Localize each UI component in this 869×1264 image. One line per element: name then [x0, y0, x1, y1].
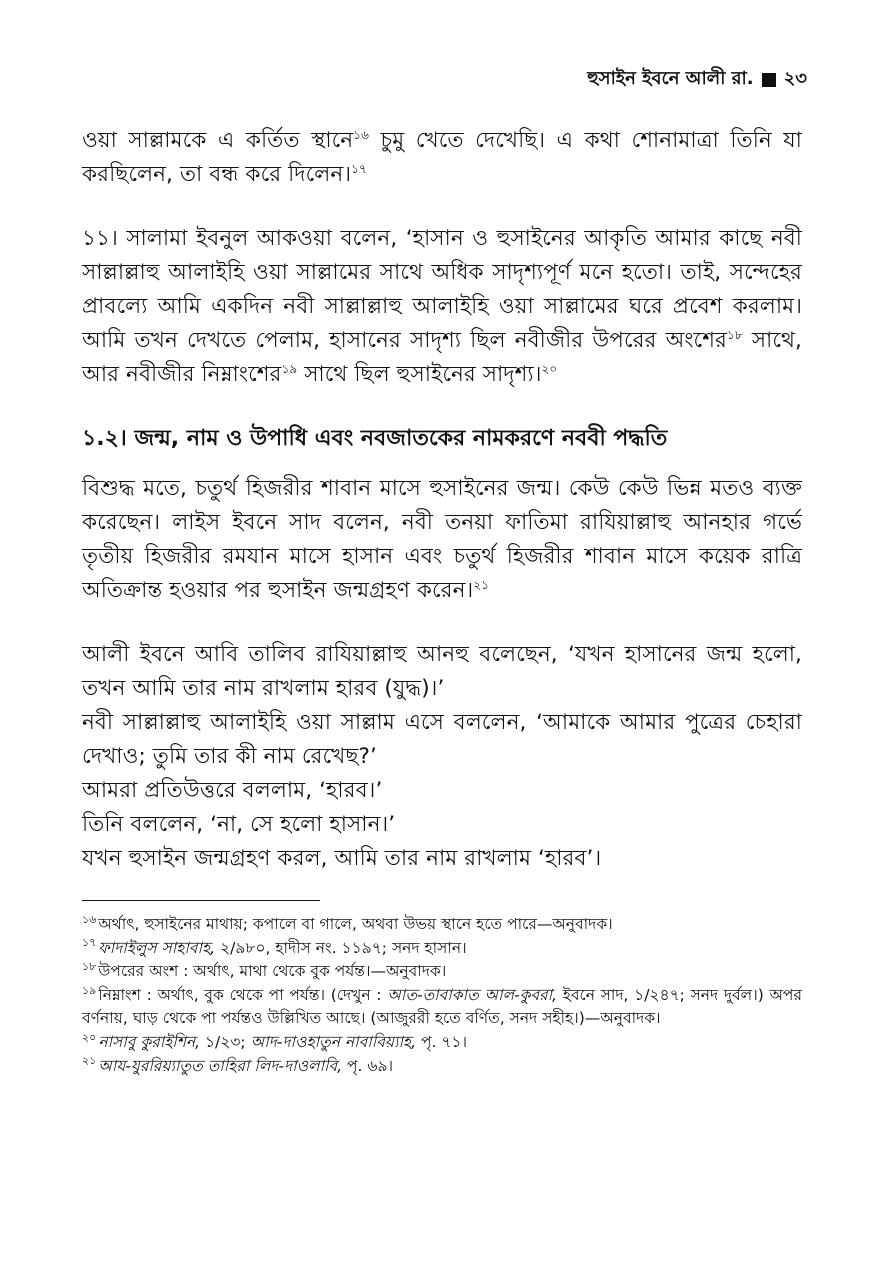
- book-title: আয-যুররিয়্যাতুত তাহিরা লিদ-দাওলাবি,: [98, 1056, 343, 1075]
- running-title: হুসাইন ইবনে আলী রা.: [587, 68, 754, 89]
- footnote-text: উপরের অংশ : অর্থাৎ, মাথা থেকে বুক পর্যন্ত।—অনুবাদক।: [98, 962, 447, 981]
- footnote-divider: [82, 900, 320, 901]
- footnote-ref-19: ১৯: [281, 361, 298, 376]
- text: সাথে ছিল হুসাইনের সাদৃশ্য।: [297, 362, 542, 387]
- text: বিশুদ্ধ মতে, চতুর্থ হিজরীর শাবান মাসে হুসাইনের জন্ম। কেউ কেউ ভিন্ন মতও ব্যক্ত করেছেন। লাইস ইবনে সাদ বলেন, নবী তনয়া ফাতিমা রাযিয়াল্লাহু আনহার গর্ভে তৃতীয় হিজরীর রমযান মাসে হাসান এবং চতুর্থ হিজরীর শাবান মাসে কয়েক রাত্রি অতিক্রান্ত হওয়ার পর হুসাইন জন্মগ্রহণ করেন।: [82, 476, 802, 603]
- footnote-16: [82, 913, 802, 937]
- paragraph-ali-line-3: আমরা প্রতিউত্তরে বললাম, ‘হারব।’: [82, 778, 383, 803]
- running-header: [587, 64, 807, 95]
- footnote-number: ২০: [82, 1030, 97, 1044]
- footnote-text: ২/৯৮০, হাদীস নং. ১১৯৭; সনদ হাসান।: [215, 938, 467, 957]
- paragraph-ali-line-2: নবী সাল্লাল্লাহু আলাইহি ওয়া সাল্লাম এসে বললেন, ‘আমাকে আমার পুত্রের চেহারা দেখাও; তুমি তার কী নাম রেখেছ?’: [82, 710, 802, 769]
- footnote-number: ১৮: [82, 960, 97, 974]
- footnote-ref-16: ১৬: [353, 127, 370, 142]
- square-bullet-icon: [762, 73, 776, 87]
- footnote-21: [82, 1055, 802, 1079]
- section-heading: ১.২। জন্ম, নাম ও উপাধি এবং নবজাতকের নামকরণে নববী পদ্ধতি: [82, 426, 668, 451]
- paragraph-11: [82, 222, 802, 392]
- paragraph-continued: [82, 124, 802, 192]
- footnote-text: ১/২৩;: [200, 1032, 251, 1051]
- footnote-number: ২১: [82, 1054, 97, 1068]
- book-title: ফাদাইলুস সাহাবাহ,: [98, 938, 216, 957]
- paragraph-ali-line-5: যখন হুসাইন জন্মগ্রহণ করল, আমি তার নাম রাখলাম ‘হারব’।: [82, 846, 602, 871]
- footnote-number: ১৯: [82, 983, 97, 997]
- page-number: ২৩: [783, 68, 807, 89]
- footnote-17: [82, 937, 802, 961]
- footnote-20: [82, 1031, 802, 1055]
- footnote-19: [82, 984, 802, 1031]
- footnote-text: পৃ. ৭১।: [416, 1032, 467, 1051]
- footnote-number: ১৭: [82, 936, 97, 950]
- text: চুমু খেতে দেখেছি। এ কথা শোনামাত্রা তিনি যা করছিলেন, তা বন্ধ করে দিলেন।: [82, 128, 803, 187]
- page-body: [82, 124, 802, 1078]
- paragraph-ali-line-4: তিনি বললেন, ‘না, সে হলো হাসান।’: [82, 812, 396, 837]
- footnote-ref-21: ২১: [473, 577, 490, 592]
- text: ১১। সালামা ইবনুল আকওয়া বলেন, ‘হাসান ও হুসাইনের আকৃতি আমার কাছে নবী সাল্লাল্লাহু আলাইহি ওয়া সাল্লামের সাথে অধিক সাদৃশ্যপূর্ণ মনে হতো। তাই, সন্দেহের প্রাবল্যে আমি একদিন নবী সাল্লাল্লাহু আলাইহি ওয়া সাল্লামের ঘরে প্রবেশ করলাম। আমি তখন দেখতে পেলাম, হাসানের সাদৃশ্য ছিল নবীজীর উপরের অংশের: [82, 226, 802, 353]
- footnote-text: অর্থাৎ, হুসাইনের মাথায়; কপালে বা গালে, অথবা উভয় স্থানে হতে পারে—অনুবাদক।: [98, 915, 613, 933]
- footnote-text: নিম্নাংশ : অর্থাৎ, বুক থেকে পা পর্যন্ত। (দেখুন :: [98, 985, 388, 1004]
- footnote-18: [82, 960, 802, 984]
- footnote-ref-18: ১৮: [726, 327, 743, 342]
- paragraph-ali-line-1: আলী ইবনে আবি তালিব রাযিয়াল্লাহু আনহু বলেছেন, ‘যখন হাসানের জন্ম হলো, তখন আমি তার নাম রাখলাম হারব (যুদ্ধ)।’: [82, 642, 802, 701]
- footnote-number: ১৬: [82, 912, 97, 926]
- footnote-text: ইবনে সাদ, ১/২৪৭; সনদ দুর্বল।) অপর বর্ণনায়, ঘাড় থেকে পা পর্যন্তও উল্লিখিত আছে। (আজুররী হতে বর্ণিত, সনদ সহীহ।)—অনুবাদক।: [82, 985, 802, 1028]
- footnote-ref-17: ১৭: [351, 161, 367, 176]
- text: ওয়া সাল্লামকে এ কর্তিত স্থানে: [82, 128, 354, 153]
- text: সাথে, আর নবীজীর নিম্নাংশের: [82, 328, 802, 387]
- book-title: নাসাবু কুরাইশিন,: [98, 1032, 201, 1051]
- footnote-text: পৃ. ৬৯।: [342, 1056, 394, 1075]
- footnote-ref-20: ২০: [541, 361, 558, 376]
- book-title: আত-তাবাকাত আল-কুবরা,: [387, 985, 558, 1004]
- book-title: আদ-দাওহাতুন নাবাবিয়্যাহ,: [250, 1032, 417, 1051]
- paragraph-birth: [82, 472, 802, 608]
